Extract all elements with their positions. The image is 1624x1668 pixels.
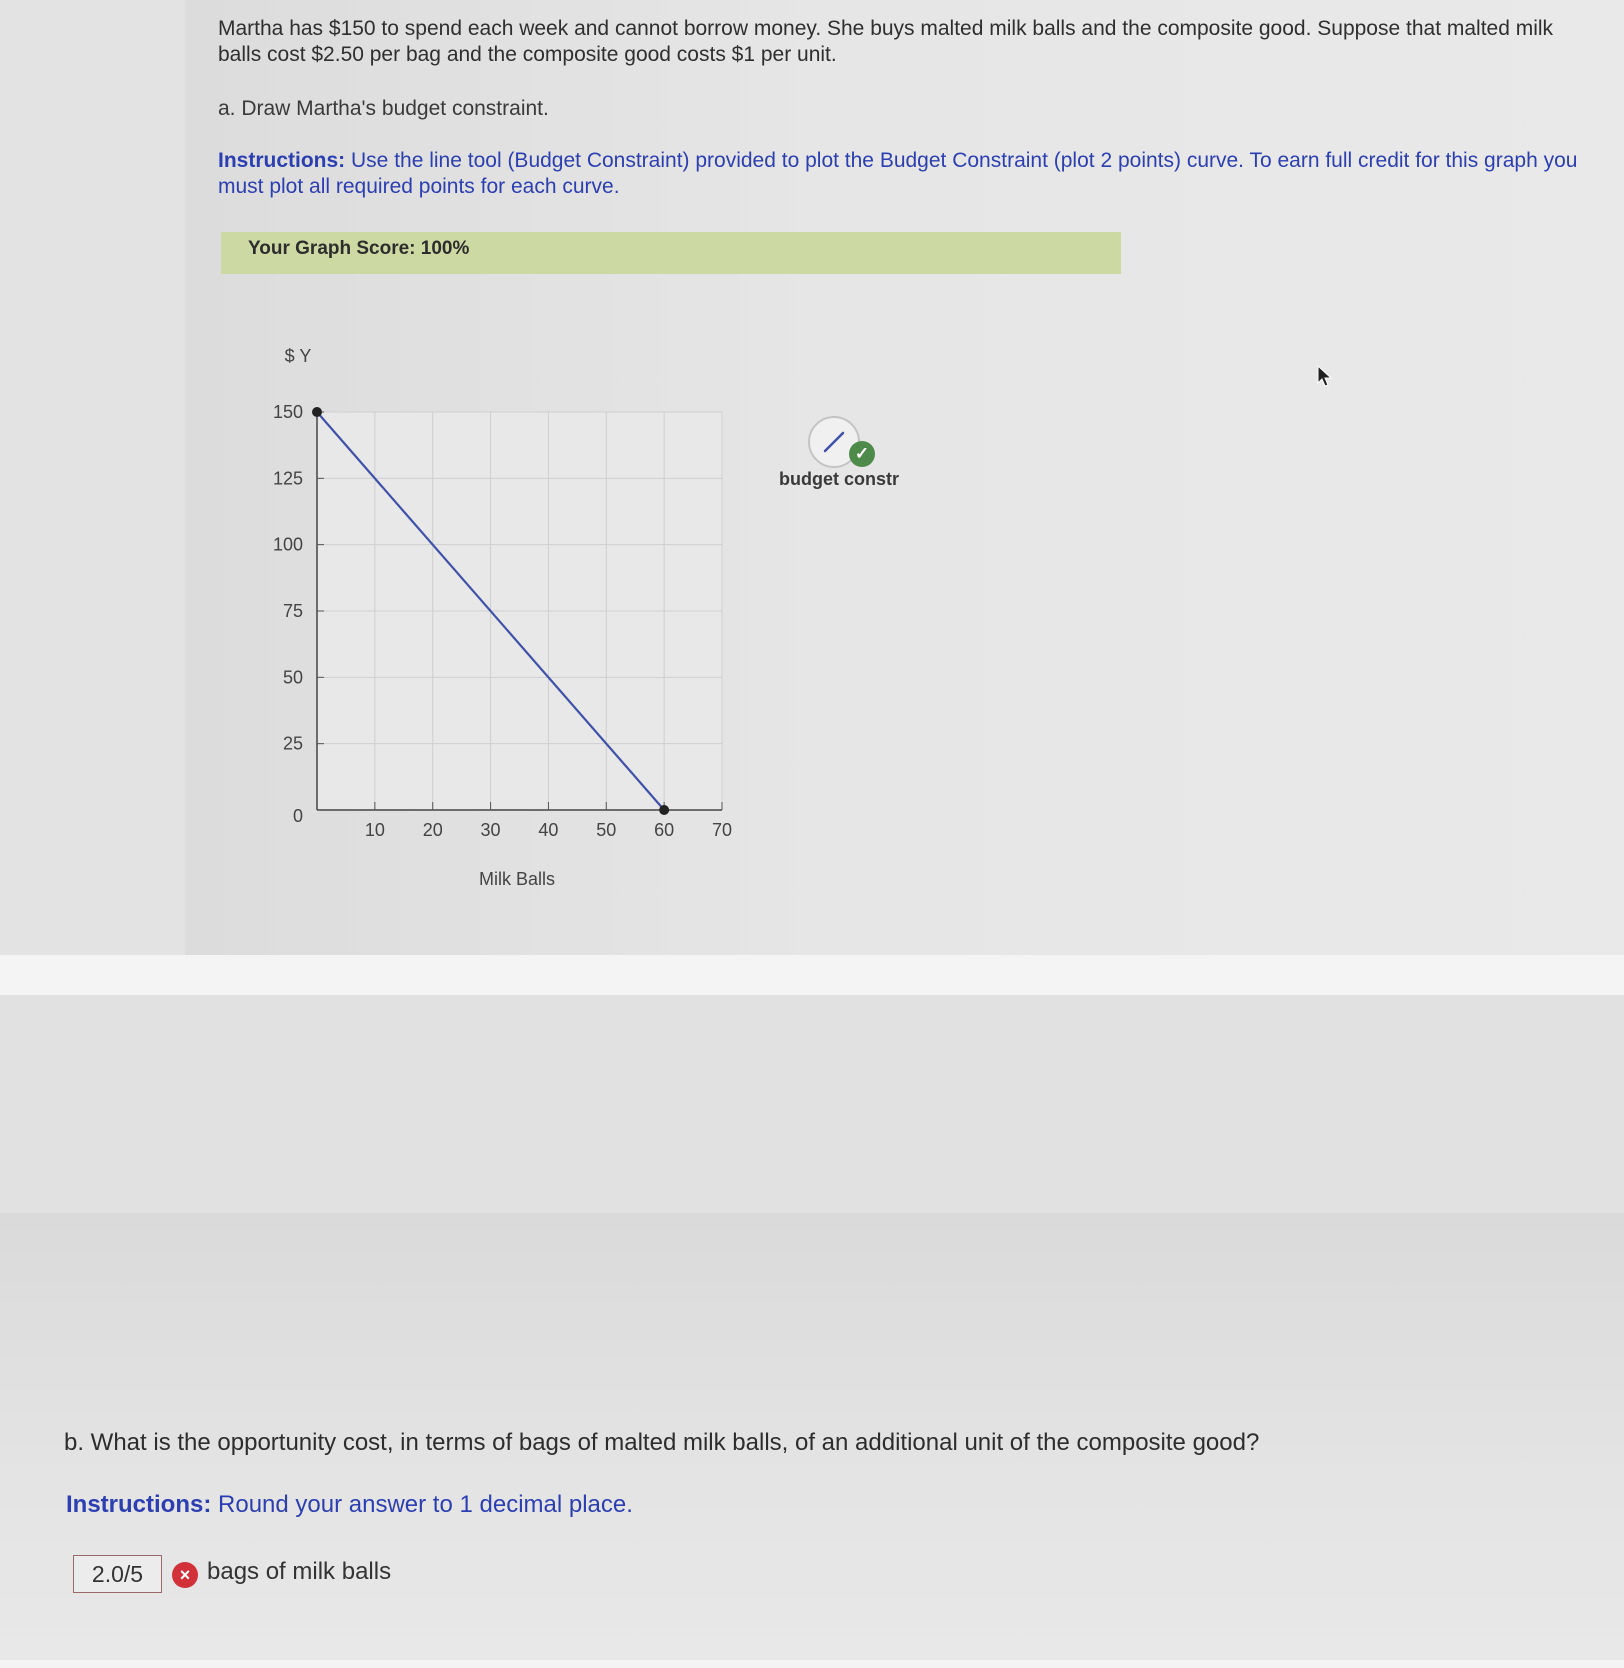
answer-unit: bags of milk balls bbox=[207, 1558, 392, 1585]
x-tick-label: 30 bbox=[480, 820, 501, 840]
y-tick-label: 100 bbox=[272, 534, 303, 555]
check-icon: ✓ bbox=[849, 441, 875, 467]
y-axis-label: $ Y bbox=[284, 346, 312, 366]
graph-grid bbox=[317, 412, 722, 810]
y-tick-label: 0 bbox=[292, 806, 303, 826]
mouse-cursor-icon bbox=[1316, 364, 1336, 390]
x-tick-label: 50 bbox=[596, 820, 617, 840]
instructions-label: Instructions: bbox=[218, 149, 346, 172]
instructions-a bbox=[218, 148, 1588, 200]
part-b-question: b. What is the opportunity cost, in terms of bags of malted milk balls, of an additional unit of the composite good? bbox=[64, 1429, 1260, 1456]
x-axis-label: Milk Balls bbox=[478, 869, 556, 889]
part-a-heading: a. Draw Martha's budget constraint. bbox=[218, 97, 549, 120]
answer-input[interactable]: 2.0/5 bbox=[73, 1555, 162, 1593]
x-tick-label: 60 bbox=[654, 820, 675, 840]
budget-constraint-point bbox=[659, 805, 669, 815]
instructions-text: Use the line tool (Budget Constraint) provided to plot the Budget Constraint (plot 2 points) curve. To earn full credit for this graph you must plot all required points for each curve. bbox=[218, 149, 1578, 198]
y-tick-label: 125 bbox=[272, 468, 303, 489]
x-tick-label: 70 bbox=[711, 820, 733, 840]
left-gutter bbox=[0, 0, 185, 955]
budget-constraint-point bbox=[312, 407, 322, 417]
instructions-b bbox=[66, 1490, 633, 1520]
instructions-b-label: Instructions: bbox=[66, 1491, 212, 1518]
graph-score: Your Graph Score: 100% bbox=[248, 238, 470, 259]
budget-graph[interactable] bbox=[240, 340, 760, 900]
y-tick-label: 25 bbox=[282, 733, 303, 754]
tool-label: budget constr bbox=[779, 469, 899, 489]
x-tick-label: 40 bbox=[538, 820, 559, 840]
incorrect-icon: × bbox=[172, 1562, 198, 1588]
instructions-b-text: Round your answer to 1 decimal place. bbox=[218, 1491, 633, 1518]
question-prompt: Martha has $150 to spend each week and cannot borrow money. She buys malted milk balls and the composite good. Suppose that malted milk balls cost $2.50 per bag and the composite good costs $1 per unit. bbox=[218, 17, 1554, 66]
bottom-strip bbox=[0, 1660, 1624, 1668]
x-tick-label: 20 bbox=[422, 820, 443, 840]
y-tick-label: 150 bbox=[272, 402, 303, 422]
y-tick-label: 50 bbox=[282, 667, 303, 688]
x-tick-label: 10 bbox=[364, 820, 385, 840]
panel-gap bbox=[0, 955, 1624, 995]
y-tick-label: 75 bbox=[282, 601, 303, 621]
blank-panel bbox=[0, 995, 1624, 1213]
